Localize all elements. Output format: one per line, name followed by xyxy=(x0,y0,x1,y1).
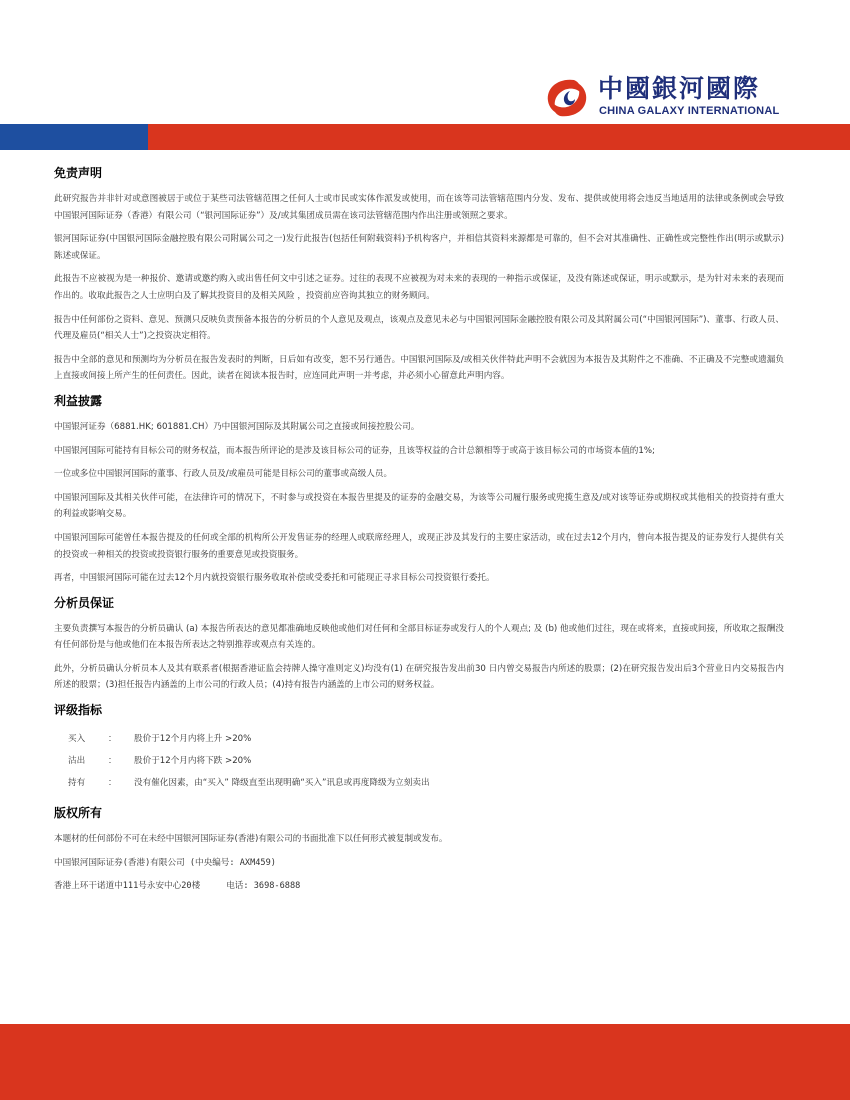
interests-paragraph: 一位或多位中国银河国际的董事、行政人员及/或雇员可能是目标公司的董事或高级人员。 xyxy=(54,469,393,480)
interests-paragraph: 中国银河证券（6881.HK; 601881.CH）乃中国银河国际及其附属公司之直接或间接控股公司。 xyxy=(54,421,420,432)
disclaimer-paragraph: 银河国际证券(中国银河国际金融控股有限公司附属公司之一)发行此报告(包括任何附载资料)予机构客户，并相信其资料来源都是可靠的，但不会对其准确性、正确性或完整性作出(明示或默示)陈述或保证。 xyxy=(54,234,784,261)
rating-description: 股价于12个月内将上升 >20% xyxy=(134,733,252,744)
rating-name: 沽出 xyxy=(68,755,86,766)
header-band-blue xyxy=(0,124,148,150)
company-logo xyxy=(544,74,794,122)
copyright-company: 中国银河国际证券(香港)有限公司 (中央编号: AXM459) xyxy=(54,857,276,868)
rating-name: 买入 xyxy=(68,733,86,744)
rating-list xyxy=(54,728,784,794)
galaxy-swirl-icon xyxy=(544,76,590,120)
header-color-band xyxy=(0,124,850,150)
disclaimer-paragraph: 此研究报告并非针对或意图被居于或位于某些司法管辖范围之任何人士或市民或实体作派发或使用，而在该等司法管辖范围内分发、发布、提供或使用将会违反当地适用的法律或条例或会导致中国银河国际证券（香港）有限公司（“银河国际证券”）及/或其集团成员需在该司法管辖范围内作出注册或领照之要求。 xyxy=(54,194,784,221)
analyst-paragraph: 主要负责撰写本报告的分析员确认 (a) 本报告所表达的意见都准确地反映他或他们对任何和全部目标证券或发行人的个人观点; 及 (b) 他或他们过往，现在或将来，直接或间接，所收取之报酬没有任何部份是与他或他们在本报告所表达之特别推荐或观点有关连的。 xyxy=(54,623,784,651)
rating-description: 没有催化因素，由“买入” 降级直至出现明确“买入”讯息或再度降级为立刻卖出 xyxy=(134,777,430,788)
disclaimer-paragraph: 报告中全部的意见和预测均为分析员在报告发表时的判断，日后如有改变，恕不另行通告。中国银河国际及/或相关伙伴特此声明不会就因为本报告及其附件之不准确、不正确及不完整或遗漏负上直接或间接上所产生的任何责任。因此，读者在阅读本报告时，应连同此声明一并考虑，并必须小心留意此声明内容。 xyxy=(54,354,784,382)
interests-paragraph: 再者，中国银河国际可能在过去12个月内就投资银行服务收取补偿或受委托和可能现正寻求目标公司投资银行委托。 xyxy=(54,573,495,584)
copyright-contact xyxy=(54,878,784,895)
document-body xyxy=(54,158,784,902)
interests-heading: 利益披露 xyxy=(54,393,103,408)
rating-description: 股价于12个月内将下跌 >20% xyxy=(134,755,252,766)
copyright-heading: 版权所有 xyxy=(54,806,103,821)
interests-paragraph: 中国银河国际可能持有目标公司的财务权益，而本报告所评论的是涉及该目标公司的证券，且该等权益的合计总额相等于或高于该目标公司的市场资本值的1%; xyxy=(54,445,655,456)
disclaimer-heading: 免责声明 xyxy=(54,166,103,180)
rating-row xyxy=(54,772,784,794)
rating-colon: ： xyxy=(108,733,117,744)
rating-colon: ： xyxy=(108,755,117,766)
disclaimer-paragraph: 此报告不应被视为是一种报价、邀请或邀约购入或出售任何文中引述之证券。过往的表现不应被视为对未来的表现的一种指示或保证，及没有陈述或保证，明示或默示，是为针对未来的表现而作出的。收取此报告之人士应明白及了解其投资目的及相关风险 ，投资前应咨询其独立的财务顾问。 xyxy=(54,274,784,301)
rating-row xyxy=(54,750,784,772)
rating-row xyxy=(54,728,784,750)
disclaimer-paragraph: 报告中任何部份之资料、意见、预测只反映负责预备本报告的分析员的个人意见及观点，该观点及意见未必与中国银河国际金融控股有限公司及其附属公司(“中国银河国际”)、董事、行政人员、代理及雇员(“相关人士”)之投资决定相符。 xyxy=(54,314,784,342)
footer-color-band xyxy=(0,1024,850,1100)
rating-name: 持有 xyxy=(68,777,86,788)
copyright-phone: 电话: 3698-6888 xyxy=(226,881,301,892)
analyst-heading: 分析员保证 xyxy=(54,595,115,610)
header-band-red xyxy=(148,124,850,150)
logo-english-name: CHINA GALAXY INTERNATIONAL xyxy=(599,105,780,117)
rating-heading: 评级指标 xyxy=(54,703,103,718)
analyst-paragraph: 此外，分析员确认分析员本人及其有联系者(根据香港证监会持牌人操守准则定义)均没有(1) 在研究报告发出前30 日内曾交易报告内所述的股票；(2)在研究报告发出后3个营业日内交易报告内所述的股票；(3)担任报告内涵盖的上市公司的行政人员；(4)持有报告内涵盖的上市公司的财务权益。 xyxy=(54,663,784,691)
copyright-statement: 本题材的任何部份不可在未经中国银河国际证券(香港)有限公司的书面批准下以任何形式被复制或发布。 xyxy=(54,834,448,845)
copyright-address: 香港上环干诺道中111号永安中心20楼 xyxy=(54,881,201,892)
logo-chinese-name: 中國銀河國際 xyxy=(598,74,761,103)
rating-colon: ： xyxy=(108,777,117,788)
interests-paragraph: 中国银河国际及其相关伙伴可能，在法律许可的情况下，不时参与或投资在本报告里提及的证券的金融交易，为该等公司履行服务或兜揽生意及/或对该等证券或期权或其他相关的投资持有重大的利益或影响交易。 xyxy=(54,492,784,520)
interests-paragraph: 中国银河国际可能曾任本报告提及的任何或全部的机构所公开发售证券的经理人或联席经理人，或现正涉及其发行的主要庄家活动，或在过去12个月内，曾向本报告提及的证券发行人提供有关的投资或一种相关的投资或投资银行服务的重要意见或投资服务。 xyxy=(54,532,784,560)
